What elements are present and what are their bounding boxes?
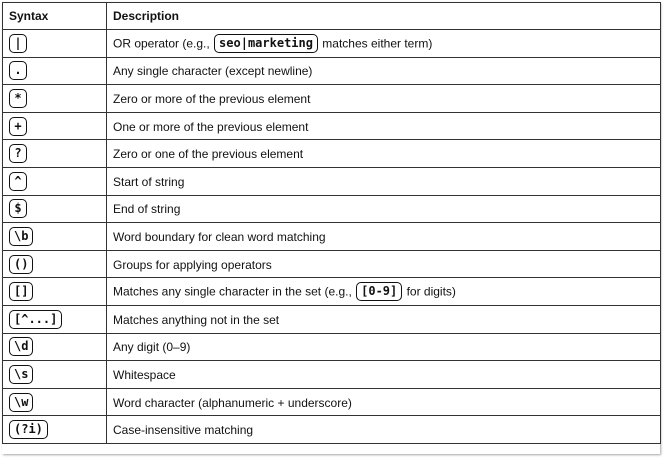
syntax-token: [^...] <box>9 310 62 329</box>
syntax-token: + <box>9 117 27 136</box>
syntax-token: \s <box>9 365 33 384</box>
table-row <box>3 388 661 416</box>
description-text-suffix: matches either term) <box>318 36 433 51</box>
example-token: seo|marketing <box>214 34 318 53</box>
syntax-cell <box>3 416 107 444</box>
regex-syntax-table-container <box>2 2 660 454</box>
description-text: Start of string <box>113 174 185 189</box>
description-cell <box>107 223 661 251</box>
syntax-token: * <box>9 89 27 108</box>
syntax-cell <box>3 361 107 389</box>
description-text: Case-insensitive matching <box>113 423 254 438</box>
description-cell <box>107 112 661 140</box>
table-row <box>3 416 661 444</box>
regex-syntax-table <box>2 2 661 444</box>
table-row <box>3 333 661 361</box>
table-row <box>3 223 661 251</box>
syntax-cell <box>3 140 107 168</box>
syntax-cell <box>3 195 107 223</box>
syntax-column-header: Syntax <box>3 3 107 30</box>
description-cell <box>107 140 661 168</box>
table-row <box>3 195 661 223</box>
description-cell <box>107 195 661 223</box>
description-text: Word character (alphanumeric + underscore) <box>113 395 352 410</box>
table-row <box>3 361 661 389</box>
syntax-token: $ <box>9 199 27 218</box>
syntax-token: \d <box>9 337 33 356</box>
description-text: End of string <box>113 202 181 217</box>
table-row <box>3 278 661 306</box>
syntax-cell <box>3 305 107 333</box>
table-row <box>3 30 661 58</box>
description-text: OR operator (e.g., <box>113 36 214 51</box>
table-row <box>3 167 661 195</box>
table-row <box>3 85 661 113</box>
description-text: Word boundary for clean word matching <box>113 229 326 244</box>
description-cell <box>107 388 661 416</box>
syntax-cell <box>3 223 107 251</box>
syntax-token: (?i) <box>9 420 48 439</box>
syntax-cell <box>3 30 107 58</box>
syntax-token: \b <box>9 227 33 246</box>
description-cell <box>107 30 661 58</box>
description-cell <box>107 167 661 195</box>
table-header-row <box>3 3 661 30</box>
description-text: Matches anything not in the set <box>113 312 280 327</box>
syntax-token: \w <box>9 393 33 412</box>
table-row <box>3 112 661 140</box>
syntax-token: ^ <box>9 172 27 191</box>
description-cell <box>107 250 661 278</box>
table-row <box>3 250 661 278</box>
table-row <box>3 305 661 333</box>
description-column-header: Description <box>107 3 661 30</box>
example-token: [0-9] <box>356 282 402 301</box>
description-text: Matches any single character in the set (e.g., <box>113 284 356 299</box>
description-text: Groups for applying operators <box>113 257 272 272</box>
syntax-token: | <box>9 34 27 53</box>
syntax-cell <box>3 85 107 113</box>
syntax-cell <box>3 57 107 85</box>
description-cell <box>107 85 661 113</box>
description-cell <box>107 278 661 306</box>
syntax-cell <box>3 250 107 278</box>
description-cell <box>107 305 661 333</box>
description-text: One or more of the previous element <box>113 119 309 134</box>
syntax-token: . <box>9 61 27 80</box>
description-text: Zero or more of the previous element <box>113 91 311 106</box>
description-text: Whitespace <box>113 367 176 382</box>
syntax-cell <box>3 278 107 306</box>
syntax-token: [] <box>9 282 33 301</box>
table-row <box>3 140 661 168</box>
description-cell <box>107 333 661 361</box>
syntax-token: () <box>9 255 33 274</box>
description-cell <box>107 57 661 85</box>
description-cell <box>107 416 661 444</box>
description-text: Any digit (0–9) <box>113 340 191 355</box>
syntax-cell <box>3 388 107 416</box>
syntax-cell <box>3 333 107 361</box>
table-row <box>3 57 661 85</box>
description-text: Zero or one of the previous element <box>113 147 304 162</box>
syntax-token: ? <box>9 144 27 163</box>
description-text: Any single character (except newline) <box>113 64 313 79</box>
description-cell <box>107 361 661 389</box>
description-text-suffix: for digits) <box>403 284 456 299</box>
syntax-cell <box>3 167 107 195</box>
syntax-cell <box>3 112 107 140</box>
